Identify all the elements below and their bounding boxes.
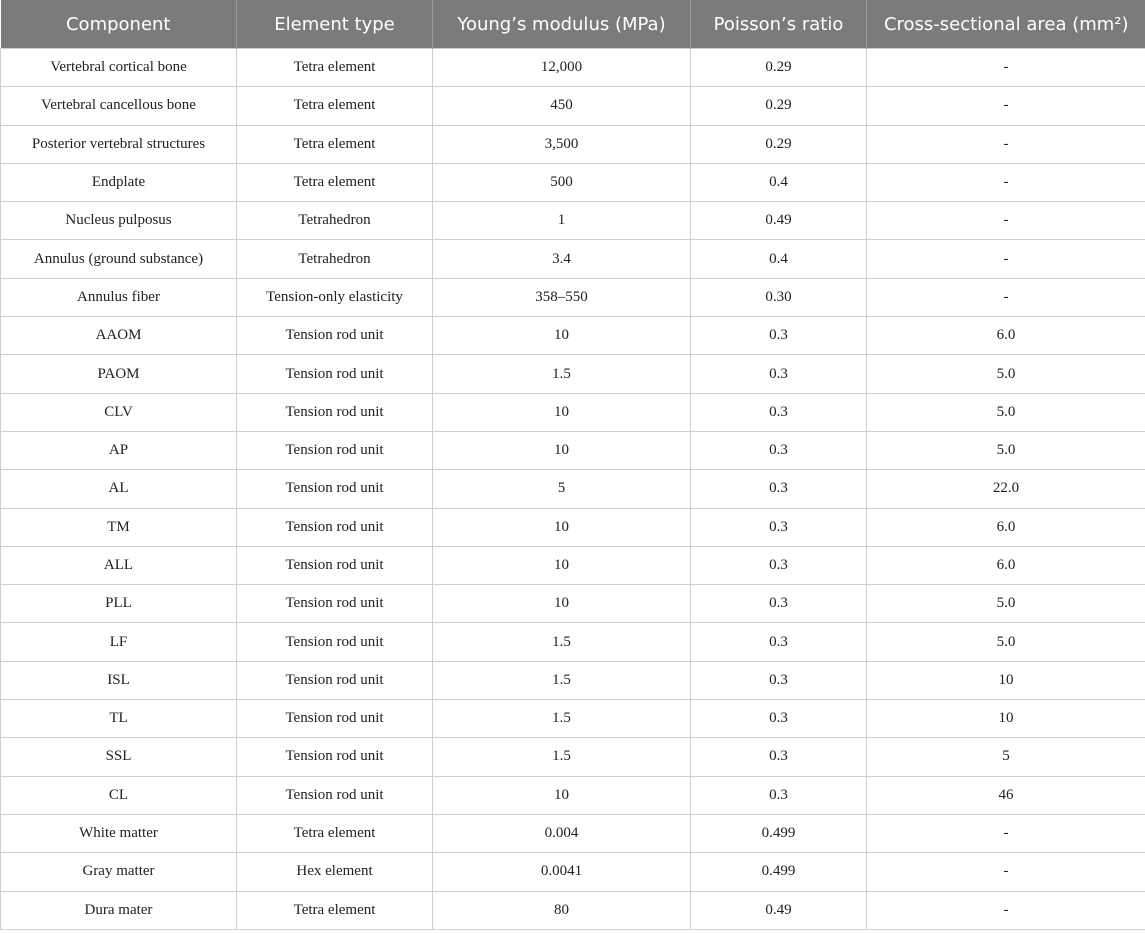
poissons-ratio-cell: 0.49 [691,202,867,240]
poissons-ratio-cell: 0.4 [691,240,867,278]
table-row [1,853,1145,891]
table-row [1,278,1145,316]
table-row [1,355,1145,393]
poissons-ratio-cell: 0.3 [691,738,867,776]
table-row [1,125,1145,163]
poissons-ratio-cell: 0.3 [691,355,867,393]
table-row [1,240,1145,278]
youngs-modulus-cell: 10 [433,776,691,814]
poissons-ratio-cell: 0.29 [691,49,867,87]
column-header-component: Component [1,0,237,49]
poissons-ratio-cell: 0.4 [691,163,867,201]
poissons-ratio-cell: 0.3 [691,700,867,738]
cross-sectional-area-cell: 5.0 [867,623,1145,661]
youngs-modulus-cell: 5 [433,470,691,508]
youngs-modulus-cell: 1 [433,202,691,240]
element-type-cell: Tension rod unit [237,623,433,661]
youngs-modulus-cell: 1.5 [433,700,691,738]
table-row [1,49,1145,87]
element-type-cell: Tetra element [237,49,433,87]
element-type-cell: Tetra element [237,87,433,125]
element-type-cell: Tension-only elasticity [237,278,433,316]
table-row [1,317,1145,355]
youngs-modulus-cell: 10 [433,431,691,469]
table-row [1,891,1145,929]
poissons-ratio-cell: 0.3 [691,623,867,661]
header-row [1,0,1145,49]
component-cell: PAOM [1,355,237,393]
element-type-cell: Tension rod unit [237,317,433,355]
youngs-modulus-cell: 0.0041 [433,853,691,891]
cross-sectional-area-cell: 10 [867,661,1145,699]
cross-sectional-area-cell: - [867,163,1145,201]
poissons-ratio-cell: 0.3 [691,585,867,623]
poissons-ratio-cell: 0.29 [691,125,867,163]
cross-sectional-area-cell: - [867,49,1145,87]
youngs-modulus-cell: 450 [433,87,691,125]
component-cell: AAOM [1,317,237,355]
element-type-cell: Tetrahedron [237,202,433,240]
poissons-ratio-cell: 0.499 [691,814,867,852]
column-header-poissons-ratio: Poisson’s ratio [691,0,867,49]
column-header-youngs-modulus: Young’s modulus (MPa) [433,0,691,49]
youngs-modulus-cell: 500 [433,163,691,201]
youngs-modulus-cell: 1.5 [433,623,691,661]
element-type-cell: Tension rod unit [237,585,433,623]
element-type-cell: Tetrahedron [237,240,433,278]
component-cell: White matter [1,814,237,852]
table-row [1,470,1145,508]
component-cell: Dura mater [1,891,237,929]
poissons-ratio-cell: 0.3 [691,508,867,546]
component-cell: CL [1,776,237,814]
cross-sectional-area-cell: 6.0 [867,508,1145,546]
cross-sectional-area-cell: 10 [867,700,1145,738]
poissons-ratio-cell: 0.29 [691,87,867,125]
column-header-cross-sectional-area: Cross-sectional area (mm²) [867,0,1145,49]
table-row [1,661,1145,699]
table-row [1,163,1145,201]
cross-sectional-area-cell: 5.0 [867,431,1145,469]
youngs-modulus-cell: 1.5 [433,355,691,393]
cross-sectional-area-cell: - [867,814,1145,852]
cross-sectional-area-cell: - [867,202,1145,240]
table-row [1,814,1145,852]
component-cell: ISL [1,661,237,699]
component-cell: Vertebral cancellous bone [1,87,237,125]
cross-sectional-area-cell: 5.0 [867,585,1145,623]
cross-sectional-area-cell: - [867,125,1145,163]
component-cell: Annulus (ground substance) [1,240,237,278]
element-type-cell: Tension rod unit [237,431,433,469]
youngs-modulus-cell: 10 [433,546,691,584]
cross-sectional-area-cell: 22.0 [867,470,1145,508]
table-row [1,202,1145,240]
poissons-ratio-cell: 0.3 [691,776,867,814]
table-row [1,776,1145,814]
cross-sectional-area-cell: 5 [867,738,1145,776]
cross-sectional-area-cell: 5.0 [867,355,1145,393]
poissons-ratio-cell: 0.3 [691,393,867,431]
table-row [1,585,1145,623]
component-cell: Gray matter [1,853,237,891]
element-type-cell: Tetra element [237,891,433,929]
component-cell: LF [1,623,237,661]
youngs-modulus-cell: 1.5 [433,661,691,699]
element-type-cell: Tension rod unit [237,470,433,508]
component-cell: TL [1,700,237,738]
component-cell: CLV [1,393,237,431]
table-body [1,49,1145,930]
element-type-cell: Tension rod unit [237,661,433,699]
cross-sectional-area-cell: 6.0 [867,546,1145,584]
cross-sectional-area-cell: - [867,891,1145,929]
youngs-modulus-cell: 10 [433,508,691,546]
component-cell: ALL [1,546,237,584]
poissons-ratio-cell: 0.3 [691,470,867,508]
component-cell: Endplate [1,163,237,201]
youngs-modulus-cell: 10 [433,585,691,623]
cross-sectional-area-cell: - [867,853,1145,891]
cross-sectional-area-cell: 5.0 [867,393,1145,431]
element-type-cell: Hex element [237,853,433,891]
youngs-modulus-cell: 1.5 [433,738,691,776]
element-type-cell: Tension rod unit [237,738,433,776]
element-type-cell: Tension rod unit [237,355,433,393]
cross-sectional-area-cell: 6.0 [867,317,1145,355]
cross-sectional-area-cell: - [867,278,1145,316]
youngs-modulus-cell: 3,500 [433,125,691,163]
component-cell: Vertebral cortical bone [1,49,237,87]
table-row [1,508,1145,546]
table-row [1,393,1145,431]
youngs-modulus-cell: 358–550 [433,278,691,316]
element-type-cell: Tetra element [237,125,433,163]
poissons-ratio-cell: 0.3 [691,546,867,584]
poissons-ratio-cell: 0.49 [691,891,867,929]
element-type-cell: Tension rod unit [237,700,433,738]
youngs-modulus-cell: 80 [433,891,691,929]
element-type-cell: Tetra element [237,814,433,852]
youngs-modulus-cell: 0.004 [433,814,691,852]
element-type-cell: Tension rod unit [237,776,433,814]
table-row [1,738,1145,776]
poissons-ratio-cell: 0.3 [691,317,867,355]
cross-sectional-area-cell: - [867,240,1145,278]
youngs-modulus-cell: 12,000 [433,49,691,87]
table-row [1,623,1145,661]
table-row [1,431,1145,469]
component-cell: Posterior vertebral structures [1,125,237,163]
component-cell: PLL [1,585,237,623]
element-type-cell: Tension rod unit [237,393,433,431]
poissons-ratio-cell: 0.3 [691,661,867,699]
table-row [1,87,1145,125]
table-row [1,546,1145,584]
cross-sectional-area-cell: - [867,87,1145,125]
element-type-cell: Tetra element [237,163,433,201]
column-header-element-type: Element type [237,0,433,49]
poissons-ratio-cell: 0.30 [691,278,867,316]
youngs-modulus-cell: 10 [433,393,691,431]
component-cell: AP [1,431,237,469]
element-type-cell: Tension rod unit [237,546,433,584]
component-cell: Annulus fiber [1,278,237,316]
poissons-ratio-cell: 0.3 [691,431,867,469]
component-cell: SSL [1,738,237,776]
component-cell: Nucleus pulposus [1,202,237,240]
component-cell: TM [1,508,237,546]
component-cell: AL [1,470,237,508]
poissons-ratio-cell: 0.499 [691,853,867,891]
element-type-cell: Tension rod unit [237,508,433,546]
cross-sectional-area-cell: 46 [867,776,1145,814]
youngs-modulus-cell: 10 [433,317,691,355]
table-row [1,700,1145,738]
youngs-modulus-cell: 3.4 [433,240,691,278]
